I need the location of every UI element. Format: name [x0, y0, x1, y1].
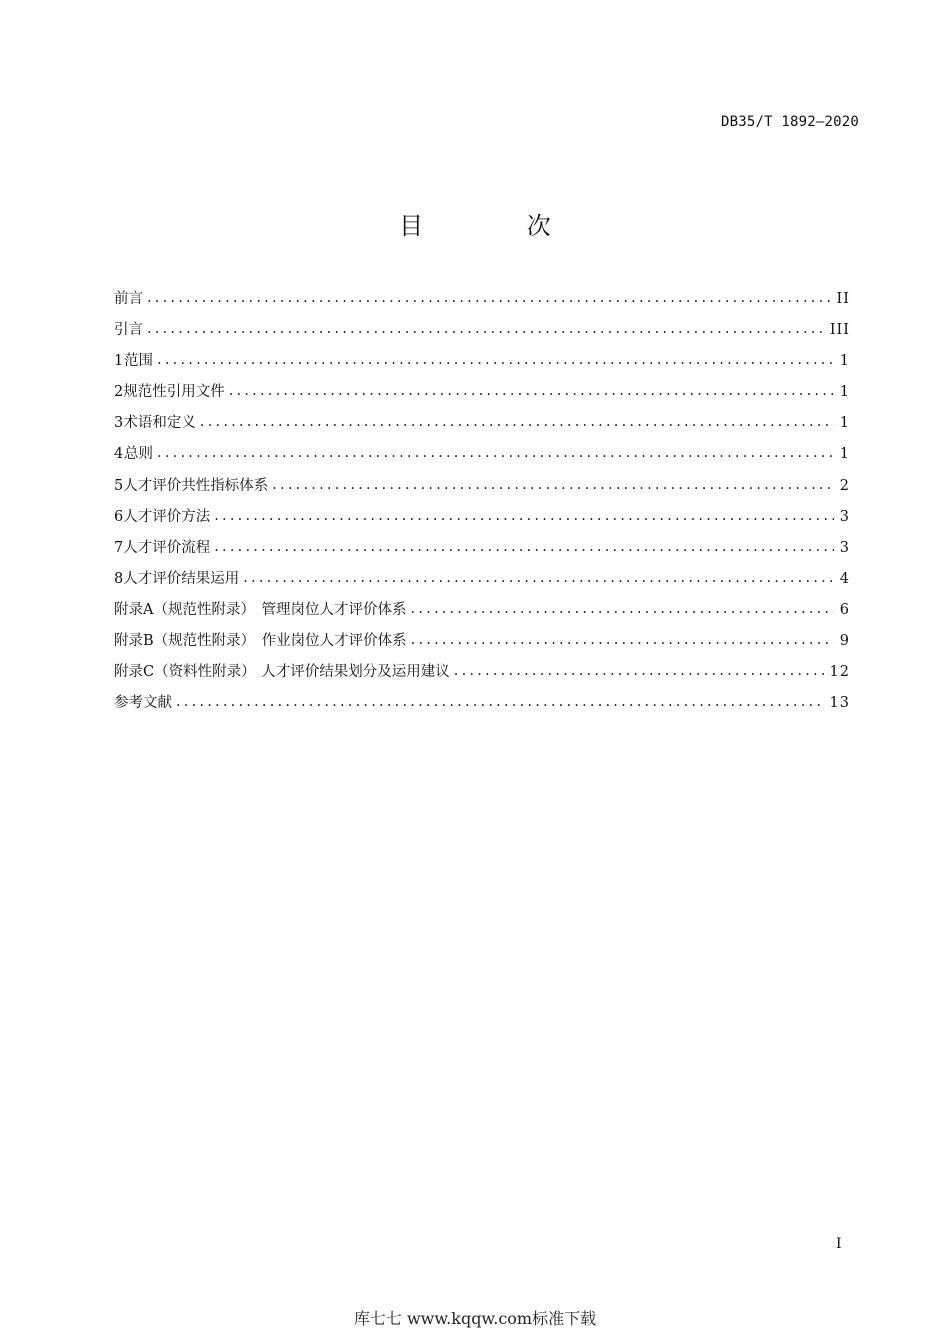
toc-entry-title: 规范性引用文件 [123, 384, 225, 401]
toc-entry-page: II [836, 291, 850, 307]
dot-leader [157, 445, 834, 461]
toc-entry-title: 人才评价方法 [123, 508, 211, 525]
dot-leader [229, 383, 834, 399]
toc-entry-page: 1 [839, 446, 850, 463]
toc-entry[interactable] [114, 598, 850, 629]
dot-leader [214, 508, 834, 524]
toc-entry[interactable] [114, 629, 850, 660]
toc-entry[interactable] [114, 318, 850, 349]
toc-entry-title: 范围 [124, 353, 154, 370]
dot-leader [147, 290, 831, 306]
toc-entry-page: 13 [829, 695, 850, 712]
dot-leader [157, 352, 834, 368]
toc-entry-number: 8 [114, 570, 124, 587]
dot-leader [147, 321, 824, 337]
page-number: I [836, 1236, 842, 1252]
toc-entry-title: 附录C（资料性附录） [114, 664, 256, 681]
toc-entry-number: 4 [114, 446, 124, 463]
dot-leader [411, 632, 834, 648]
watermark-text: 库七七 www.kqqw.com标准下载 [353, 1309, 597, 1328]
toc-entry[interactable] [114, 536, 850, 567]
toc-entry[interactable] [114, 287, 850, 318]
toc-entry[interactable] [114, 474, 850, 505]
toc-entry-subtitle: 管理岗位人才评价体系 [261, 601, 407, 618]
document-code: DB35/T 1892—2020 [720, 114, 859, 130]
toc-entry-number: 3 [114, 415, 124, 432]
dot-leader [272, 477, 834, 493]
toc-entry-page: 9 [839, 633, 850, 650]
toc-entry[interactable] [114, 349, 850, 380]
toc-entry-title: 总则 [124, 446, 154, 463]
toc-entry-number: 7 [114, 539, 124, 556]
toc-entry-page: 6 [839, 601, 850, 618]
toc-entry-page: 4 [839, 570, 850, 587]
toc-entry[interactable] [114, 442, 850, 473]
toc-entry-page: 3 [839, 508, 850, 525]
dot-leader [454, 663, 824, 679]
toc-entry-page: 1 [839, 415, 850, 432]
toc-entry[interactable] [114, 691, 850, 722]
toc-entry-number: 1 [114, 353, 124, 370]
toc-entry-page: 12 [829, 664, 850, 681]
toc-entry[interactable] [114, 411, 850, 442]
toc-entry-title: 参考文献 [114, 695, 172, 712]
toc-entry-page: III [829, 322, 850, 339]
toc-entry-title: 附录B（规范性附录） [114, 633, 256, 650]
dot-leader [214, 539, 834, 555]
toc-entry[interactable] [114, 660, 850, 691]
toc-entry-title: 附录A（规范性附录） [114, 601, 255, 618]
toc-entry-title: 前言 [114, 291, 143, 307]
dot-leader [243, 570, 834, 586]
toc-entry-title: 人才评价共性指标体系 [123, 477, 269, 494]
toc-entry-page: 1 [839, 353, 850, 370]
toc-entry-page: 2 [839, 477, 850, 494]
table-of-contents [114, 287, 850, 722]
toc-entry-number: 5 [114, 477, 124, 494]
toc-entry-number: 6 [114, 508, 124, 525]
dot-leader [200, 414, 834, 430]
toc-title: 目 次 [399, 212, 599, 240]
dot-leader [411, 601, 834, 617]
toc-entry[interactable] [114, 567, 850, 598]
toc-entry-title: 人才评价流程 [123, 539, 211, 556]
toc-entry-subtitle: 作业岗位人才评价体系 [261, 633, 407, 650]
toc-entry-title: 术语和定义 [123, 415, 196, 432]
toc-entry-title: 引言 [114, 322, 143, 339]
toc-entry-subtitle: 人才评价结果划分及运用建议 [261, 664, 450, 681]
dot-leader [176, 694, 824, 710]
toc-entry-page: 1 [839, 384, 850, 401]
toc-entry-number: 2 [114, 384, 124, 401]
toc-entry[interactable] [114, 380, 850, 411]
toc-entry-title: 人才评价结果运用 [123, 570, 240, 587]
toc-entry[interactable] [114, 505, 850, 536]
toc-entry-page: 3 [839, 539, 850, 556]
